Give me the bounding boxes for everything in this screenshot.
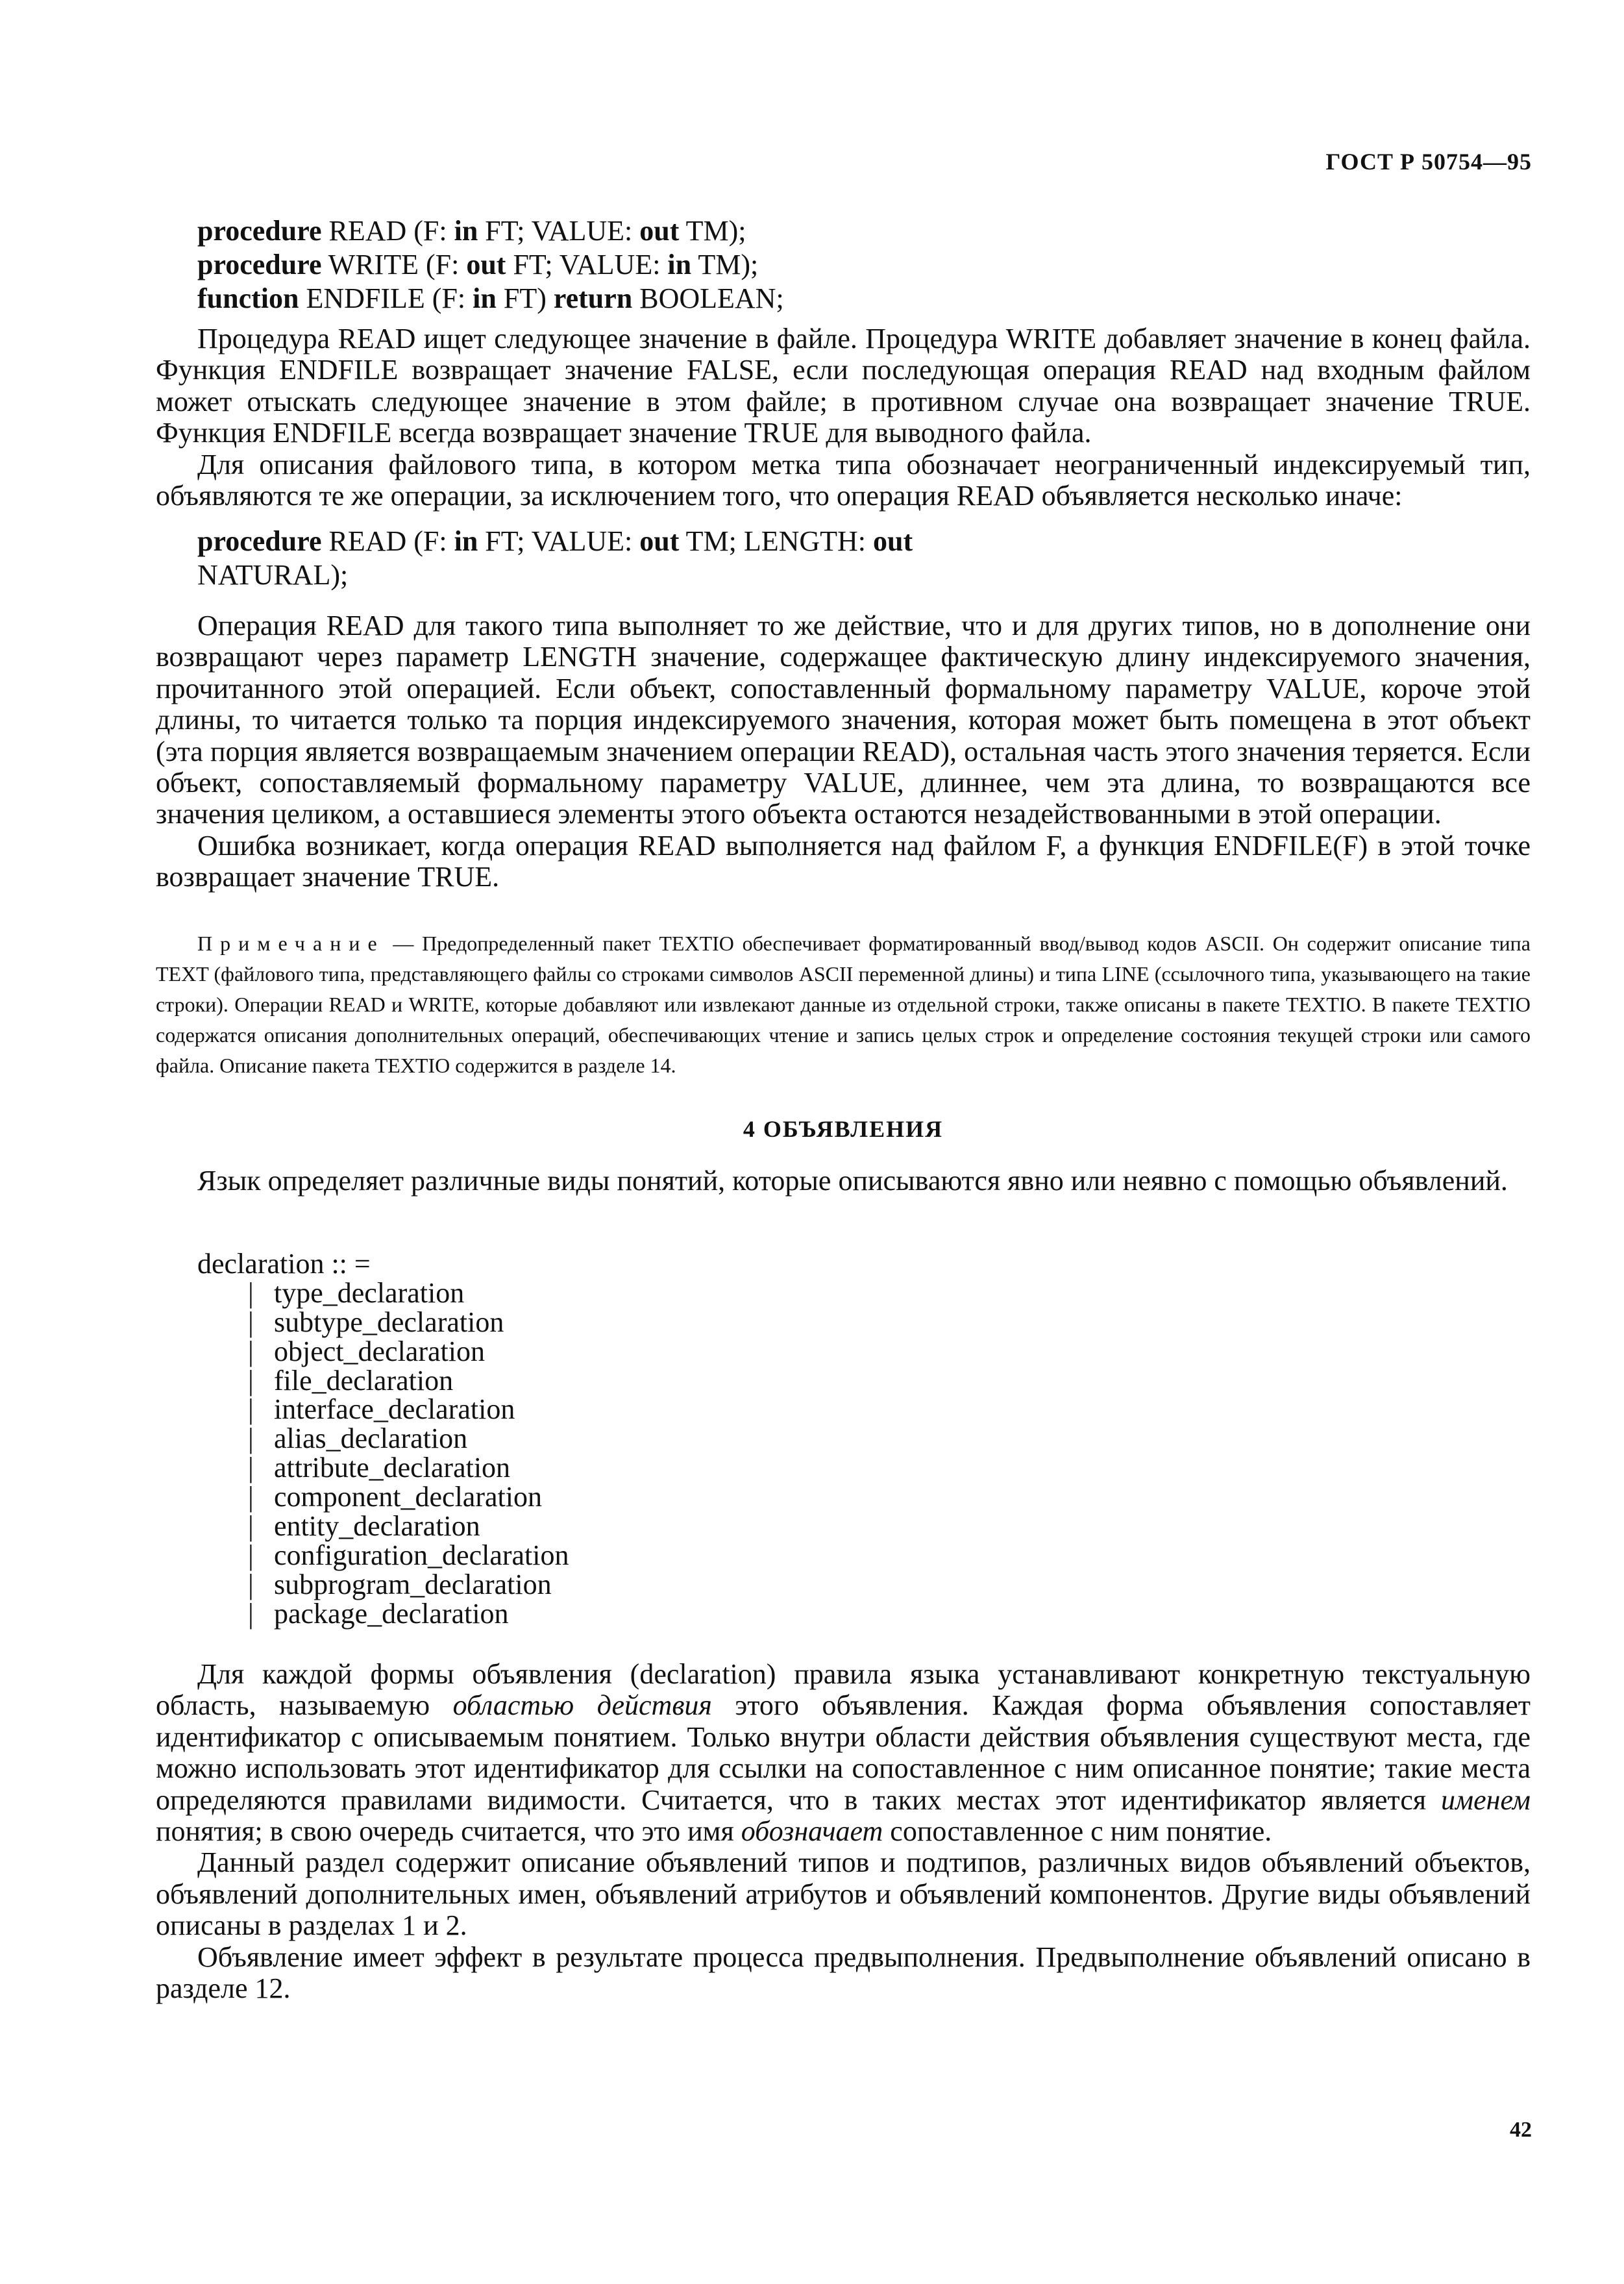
grammar-alternative <box>197 1276 1531 1309</box>
paragraph: Операция READ для такого типа выполняет то же действие, что и для других типов, но в дополнение они возвращают через параметр LENGTH значение, содержащее фактическую длину индексируемого значения, прочитанного этой операцией. Если объект, сопоставленный формальному параметру VALUE, короче этой длины, то читается только та порция индексируемого значения, которая может быть помещена в этот объект (эта порция является возвращаемым значением операции READ), остальная часть этого значения теряется. Если объект, сопоставляемый формальному параметру VALUE, длиннее, чем эта длина, то возвращаются все значения целиком, а оставшиеся элементы этого объекта остаются незадействованными в этой операции. <box>156 610 1531 830</box>
grammar-alternative <box>197 1337 1531 1367</box>
paragraph: Язык определяет различные виды понятий, которые описываются явно или неявно с помощью объявлений. <box>197 1165 1508 1197</box>
grammar-alternative <box>197 1364 1531 1396</box>
grammar-alternative <box>197 1424 1531 1454</box>
note <box>156 928 1531 1081</box>
grammar-item: alias_declaration <box>274 1422 468 1455</box>
grammar-alternative <box>197 1454 1531 1483</box>
grammar-bar: | <box>248 1393 254 1426</box>
paragraph: Для описания файлового типа, в котором метка типа обозначает неограниченный индексируемый тип, объявляются те же операции, за исключением того, что операция READ объявляется несколько иначе: <box>156 448 1531 512</box>
grammar-alternative <box>197 1308 1531 1337</box>
paragraph: Данный раздел содержит описание объявлений типов и подтипов, различных видов объявлений объектов, объявлений дополнительных имен, объявлений атрибутов и объявлений компонентов. Другие виды объявлений описаны в разделах 1 и 2. <box>156 1846 1531 1942</box>
grammar-alternative <box>197 1597 1531 1630</box>
grammar-bar: | <box>248 1539 254 1571</box>
grammar-bar: | <box>248 1364 254 1396</box>
grammar-bar: | <box>248 1597 254 1630</box>
grammar-item: attribute_declaration <box>274 1452 511 1484</box>
grammar-item: component_declaration <box>274 1481 542 1513</box>
code-line: procedure WRITE (F: out FT; VALUE: in TM); <box>197 248 759 280</box>
grammar-head: declaration :: = <box>197 1248 371 1280</box>
grammar-item: object_declaration <box>274 1335 485 1367</box>
paragraph: Для каждой формы объявления (declaration) правила языка устанавливают конкретную текстуальную область, называемую областью действия этого объявления. Каждая форма объявления сопоставляет идентификатор с описываемым понятием. Только внутри области действия объявления существуют места, где можно использовать этот идентификатор для ссылки на сопоставленное с ним описанное понятие; такие места определяются правилами видимости. Считается, что в таких местах этот идентификатор является именем понятия; в свою очередь считается, что это имя обозначает сопоставленное с ним понятие. <box>156 1658 1531 1847</box>
grammar-alternative <box>197 1483 1531 1512</box>
grammar-bar: | <box>248 1509 254 1542</box>
grammar-alternative <box>197 1395 1531 1424</box>
grammar-item: interface_declaration <box>274 1393 515 1426</box>
paragraph: Процедура READ ищет следующее значение в файле. Процедура WRITE добавляет значение в конец файла. Функция ENDFILE возвращает значение FALSE, если последующая операция READ над входным файлом может отыскать следующее значение в этом файле; в противном случае она возвращает значение TRUE. Функция ENDFILE всегда возвращает значение TRUE для выводного файла. <box>156 323 1531 449</box>
grammar-item: package_declaration <box>274 1597 509 1630</box>
grammar-item: entity_declaration <box>274 1509 480 1542</box>
grammar-alternative <box>197 1570 1531 1600</box>
text-block-1 <box>156 323 1531 512</box>
grammar-alternative <box>197 1509 1531 1542</box>
section-heading-block <box>156 1111 1531 1147</box>
grammar-item: configuration_declaration <box>274 1539 569 1571</box>
grammar-item: subtype_declaration <box>274 1306 504 1338</box>
note-block <box>156 928 1531 1081</box>
note-label: Примечание <box>197 932 385 955</box>
page-number: 42 <box>1510 2118 1532 2142</box>
grammar-block <box>156 1250 1531 1628</box>
grammar-item: subprogram_declaration <box>274 1568 552 1600</box>
text-block-4 <box>156 1659 1531 2004</box>
code-block-2 <box>156 525 1531 592</box>
grammar-bar: | <box>248 1306 254 1338</box>
page-header: ГОСТ Р 50754—95 <box>1325 149 1532 175</box>
grammar-alternative <box>197 1541 1531 1570</box>
grammar-bar: | <box>248 1422 254 1455</box>
paragraph: Ошибка возникает, когда операция READ выполняется над файлом F, а функция ENDFILE(F) в этой точке возвращает значение TRUE. <box>156 829 1531 893</box>
grammar-bar: | <box>248 1481 254 1513</box>
section-title: 4 ОБЪЯВЛЕНИЯ <box>743 1116 944 1142</box>
note-text: — Предопределенный пакет TEXTIO обеспечивает форматированный ввод/вывод кодов ASCII. Он содержит описание типа TEXT (файлового типа, представляющего файлы со строками символов ASCII переменной длины) и типа LINE (ссылочного типа, указывающего на такие строки). Операции READ и WRITE, которые добавляют или извлекают данные из отдельной строки, также описаны в пакете TEXTIO. В пакете TEXTIO содержатся описания дополнительных операций, обеспечивающих чтение и запись целых строк и определение состояния текущей строки или самого файла. Описание пакета TEXTIO содержится в разделе 14. <box>156 932 1531 1078</box>
grammar-item: type_declaration <box>274 1276 465 1309</box>
grammar-bar: | <box>248 1568 254 1600</box>
code-line: procedure READ (F: in FT; VALUE: out TM; LENGTH: out <box>197 525 913 557</box>
paragraph: Объявление имеет эффект в результате процесса предвыполнения. Предвыполнение объявлений описано в разделе 12. <box>156 1941 1531 2004</box>
text-block-3 <box>156 1165 1531 1197</box>
grammar-item: file_declaration <box>274 1364 454 1396</box>
grammar-bar: | <box>248 1276 254 1309</box>
grammar-bar: | <box>248 1452 254 1484</box>
code-line: NATURAL); <box>197 558 349 591</box>
text-block-2 <box>156 610 1531 893</box>
grammar-bar: | <box>248 1335 254 1367</box>
code-line: procedure READ (F: in FT; VALUE: out TM); <box>197 215 746 247</box>
code-block-1 <box>156 214 1531 316</box>
code-line: function ENDFILE (F: in FT) return BOOLEAN; <box>197 282 784 314</box>
